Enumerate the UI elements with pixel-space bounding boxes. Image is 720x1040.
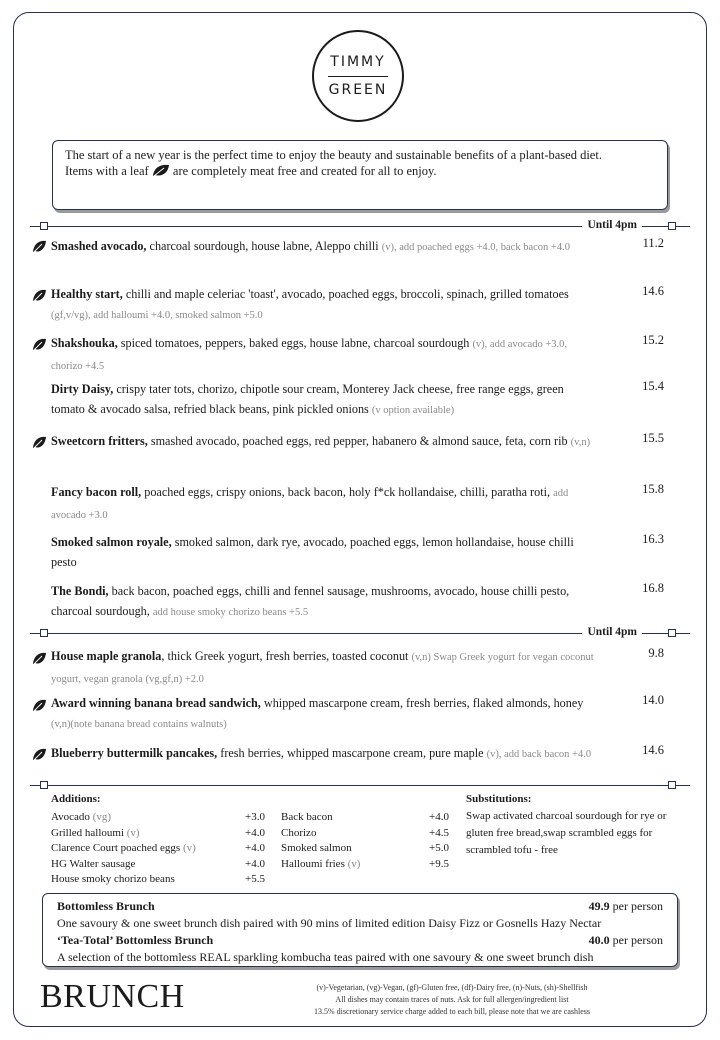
logo [312, 30, 404, 122]
price: 9.8 [648, 646, 664, 660]
intro-line-1: The start of a new year is the perfect time to enjoy the beauty and sustainable benefits of a plant-based diet. [65, 148, 602, 162]
intro-line-2a: Items with a leaf [65, 164, 149, 178]
leaf-icon [32, 289, 47, 302]
bottomless-description: One savoury & one sweet brunch dish paired with 90 mins of limited edition Daisy Fizz or Gosnells Hazy Nectar [57, 915, 602, 930]
addition-row: Chorizo +4.5 [281, 826, 449, 839]
section-divider-3 [30, 779, 690, 791]
price: 15.5 [642, 431, 664, 445]
menu-item-banana-bread-sandwich: Award winning banana bread sandwich, whipped mascarpone cream, fresh berries, flaked almonds, honey (v,n)(note banana bread contains walnuts) [51, 696, 584, 730]
price: 11.2 [642, 236, 664, 250]
menu-item-the-bondi: The Bondi, back bacon, poached eggs, chilli and fennel sausage, mushrooms, avocado, house chilli pesto, charcoal sourdough, add house smoky chorizo beans +5.5 [51, 584, 570, 618]
until-4pm-label: Until 4pm [582, 219, 642, 231]
tea-total-title: ‘Tea-Total’ Bottomless Brunch [57, 933, 214, 947]
addition-row: Grilled halloumi (v) +4.0 [51, 826, 265, 839]
nut-warning: All dishes may contain traces of nuts. Ask for full allergen/ingredient list [335, 995, 569, 1004]
menu-item-healthy-start: Healthy start, chilli and maple celeriac 'toast', avocado, poached eggs, broccoli, spinach, grilled tomatoes (gf,v/vg), add halloumi +4.0, smoked salmon +5.0 [51, 287, 569, 321]
page-title: BRUNCH [40, 978, 185, 1015]
menu-item-sweetcorn-fritters: Sweetcorn fritters, smashed avocado, poached eggs, red pepper, habanero & almond sauce, feta, corn rib (v,n) [51, 434, 591, 448]
leaf-icon [32, 436, 47, 449]
tea-total-price: 40.0 per person [588, 933, 663, 947]
addition-row: Back bacon +4.0 [281, 811, 449, 823]
bottomless-brunch-box [42, 893, 678, 967]
logo-divider [328, 76, 388, 77]
until-4pm-label: Until 4pm [582, 626, 642, 638]
additions-column-1 [51, 810, 265, 888]
bottomless-price: 49.9 per person [588, 899, 663, 913]
menu-item-shakshouka: Shakshouka, spiced tomatoes, peppers, baked eggs, house labne, charcoal sourdough (v), add avocado +3.0, chorizo +4.5 [51, 336, 567, 372]
tea-total-description: A selection of the bottomless REAL sparkling kombucha teas paired with one savoury & one sweet brunch dish [57, 949, 594, 964]
price: 15.4 [642, 379, 664, 393]
addition-row: Avocado (vg) +3.0 [51, 811, 265, 823]
addition-row: Smoked salmon +5.0 [281, 842, 449, 854]
addition-row: Halloumi fries (v) +9.5 [281, 857, 449, 870]
tea-total-header [57, 932, 663, 950]
intro-line-2 [65, 163, 655, 179]
leaf-icon [32, 240, 47, 253]
price: 14.0 [642, 693, 664, 707]
footer-notes [262, 982, 642, 1018]
substitutions-text: Swap activated charcoal sourdough for rye or gluten free bread,swap scrambled eggs for scrambled tofu - free [466, 810, 667, 856]
price: 15.8 [642, 482, 664, 496]
price: 16.3 [642, 532, 664, 546]
logo-line-2: GREEN [328, 82, 388, 98]
price: 14.6 [642, 743, 664, 757]
allergen-key: (v)-Vegetarian, (vg)-Vegan, (gf)-Gluten free, (df)-Dairy free, (n)-Nuts, (sh)-Shellfish [316, 983, 588, 992]
service-charge-note: 13.5% discretionary service charge added to each bill, please note that we are cashless [314, 1007, 590, 1016]
leaf-icon [152, 164, 170, 177]
price: 16.8 [642, 581, 664, 595]
bottomless-header [57, 898, 663, 916]
bottomless-title: Bottomless Brunch [57, 899, 155, 913]
addition-row: Clarence Court poached eggs (v) +4.0 [51, 842, 265, 854]
addition-row: HG Walter sausage +4.0 [51, 857, 265, 870]
section-divider-2 [30, 627, 690, 639]
menu-item-smoked-salmon-royale: Smoked salmon royale, smoked salmon, dark rye, avocado, poached eggs, lemon hollandaise, house chilli pesto [51, 535, 574, 569]
menu-item-fancy-bacon-roll: Fancy bacon roll, poached eggs, crispy onions, back bacon, holy f*ck hollandaise, chilli, paratha roti, add avocado +3.0 [51, 485, 569, 521]
substitutions-heading: Substitutions: [466, 793, 532, 805]
leaf-icon [32, 338, 47, 351]
leaf-icon [32, 748, 47, 761]
menu-item-smashed-avocado: Smashed avocado, charcoal sourdough, house labne, Aleppo chilli (v), add poached eggs +4.0, back bacon +4.0 [51, 239, 570, 253]
menu-item-house-maple-granola: House maple granola, thick Greek yogurt, fresh berries, toasted coconut (v,n) Swap Greek yogurt for vegan coconut yogurt, vegan granola (vg,gf,n) +2.0 [51, 649, 594, 685]
leaf-icon [32, 699, 47, 712]
logo-line-1: TIMMY [330, 54, 386, 70]
addition-row: House smoky chorizo beans +5.5 [51, 873, 265, 885]
menu-item-blueberry-pancakes: Blueberry buttermilk pancakes, fresh berries, whipped mascarpone cream, pure maple (v), add back bacon +4.0 [51, 746, 592, 760]
additions-heading: Additions: [51, 793, 101, 805]
section-divider-1 [30, 220, 690, 232]
intro-line-2b: are completely meat free and created for all to enjoy. [172, 164, 437, 178]
intro-box [52, 140, 668, 210]
leaf-icon [32, 652, 47, 665]
menu-item-dirty-daisy: Dirty Daisy, crispy tater tots, chorizo, chipotle sour cream, Monterey Jack cheese, free range eggs, green tomato & avocado salsa, refried black beans, pink pickled onions (v option available) [51, 382, 564, 416]
price: 14.6 [642, 284, 664, 298]
additions-column-2 [281, 810, 449, 872]
price: 15.2 [642, 333, 664, 347]
